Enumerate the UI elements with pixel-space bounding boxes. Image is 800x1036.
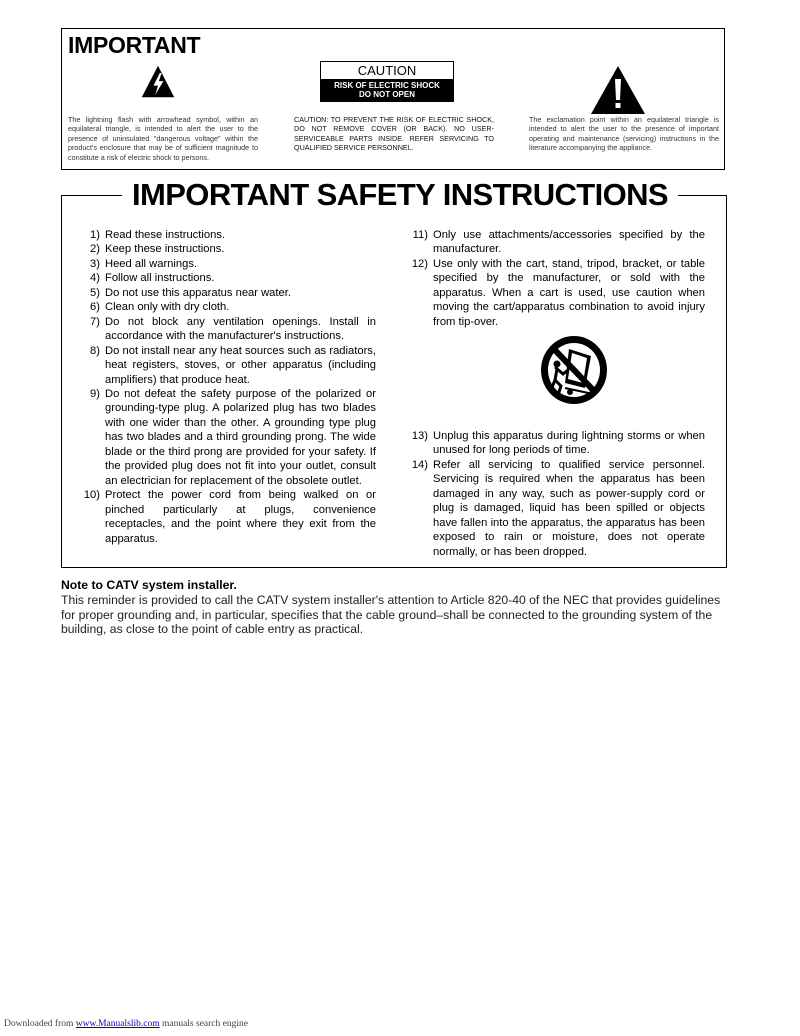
list-item: 9) Do not defeat the safety purpose of the polarized or grounding-type plug. A polarized plug has two blades with one wider than the other. A grounding type plug has two blades and a third grounding prong. The wide blade or the third prong are provided for your safety. If the provided plug does not fit into your outlet, consult an electrician for replacement of the obsolete outlet. bbox=[90, 387, 376, 487]
caution-label-word: CAUTION bbox=[357, 63, 417, 78]
caution-label-band bbox=[321, 79, 453, 101]
list-item: 4) Follow all instructions. bbox=[90, 272, 215, 285]
safety-list-left bbox=[80, 228, 376, 546]
caution-band-line2: DO NOT OPEN bbox=[358, 90, 415, 99]
footer bbox=[4, 1019, 248, 1029]
list-item: 11) Only use attachments/accessories specified by the manufacturer. bbox=[412, 229, 705, 256]
lightning-description: The lightning flash with arrowhead symbol, within an equilateral triangle, is intended to alert the user to the presence of uninsulated "dangerous voltage" within the product's enclosure that may be of sufficient magnitude to constitute a risk of electric shock to persons. bbox=[68, 115, 258, 162]
exclamation-description: The exclamation point within an equilateral triangle is intended to alert the user to the presence of important operating and maintenance (servicing) instructions in the literature accompanying the appliance. bbox=[529, 115, 719, 153]
list-item: 14) Refer all servicing to qualified service personnel. Servicing is required when the apparatus has been damaged in any way, such as power-supply cord or plug is damaged, liquid has been spilled or objects have fallen into the apparatus, the apparatus has been exposed to rain or moisture, does not operate normally, or has been dropped. bbox=[411, 458, 705, 558]
list-item: 10) Protect the power cord from being walked on or pinched particularly at plugs, convenience receptacles, and the point where they exit from the apparatus. bbox=[83, 489, 376, 545]
list-item: 3) Heed all warnings. bbox=[90, 257, 198, 270]
list-item: 13) Unplug this apparatus during lightning storms or when unused for long periods of time. bbox=[411, 430, 705, 457]
list-item: 12) Use only with the cart, stand, tripod, bracket, or table specified by the manufacturer, or sold with the apparatus. When a cart is used, use caution when moving the cart/apparatus combination to avoid injury from tip-over. bbox=[411, 257, 705, 328]
caution-description: CAUTION: TO PREVENT THE RISK OF ELECTRIC SHOCK, DO NOT REMOVE COVER (OR BACK). NO USER-SERVICEABLE PARTS INSIDE. REFER SERVICING TO QUALIFIED SERVICE PERSONNEL. bbox=[294, 115, 494, 153]
note-body: This reminder is provided to call the CATV system installer's attention to Article 820-40 of the NEC that provides guidelines for proper grounding and, in particular, specifies that the cable ground–shall be connected to the grounding system of the building, as close to the point of cable entry as practical. bbox=[61, 593, 721, 637]
exclamation-triangle-icon bbox=[590, 65, 646, 115]
safety-list-right-upper bbox=[408, 228, 705, 329]
list-item: 1) Read these instructions. bbox=[90, 229, 226, 241]
list-item: 8) Do not install near any heat sources such as radiators, heat registers, stoves, or other apparatus (including amplifiers) that produce heat. bbox=[90, 344, 376, 386]
caution-band-line1: RISK OF ELECTRIC SHOCK bbox=[334, 81, 440, 90]
note-title: Note to CATV system installer. bbox=[61, 578, 237, 592]
list-item: 6) Clean only with dry cloth. bbox=[90, 301, 230, 314]
lightning-triangle-icon bbox=[140, 64, 176, 100]
list-item: 2) Keep these instructions. bbox=[90, 243, 225, 256]
list-item: 7) Do not block any ventilation openings. Install in accordance with the manufacturer's instructions. bbox=[90, 315, 376, 343]
safety-instructions-title: IMPORTANT SAFETY INSTRUCTIONS bbox=[122, 176, 678, 214]
manualslib-link[interactable]: www.Manualslib.com bbox=[75, 1019, 160, 1029]
cart-tip-over-warning-icon bbox=[539, 334, 609, 410]
footer-suffix: manuals search engine bbox=[159, 1019, 248, 1029]
important-title: IMPORTANT bbox=[68, 32, 201, 58]
footer-prefix: Downloaded from bbox=[4, 1019, 76, 1029]
safety-list-right-lower bbox=[408, 429, 705, 559]
list-item: 5) Do not use this apparatus near water. bbox=[90, 286, 291, 299]
caution-label bbox=[320, 61, 454, 102]
important-box bbox=[61, 28, 725, 170]
